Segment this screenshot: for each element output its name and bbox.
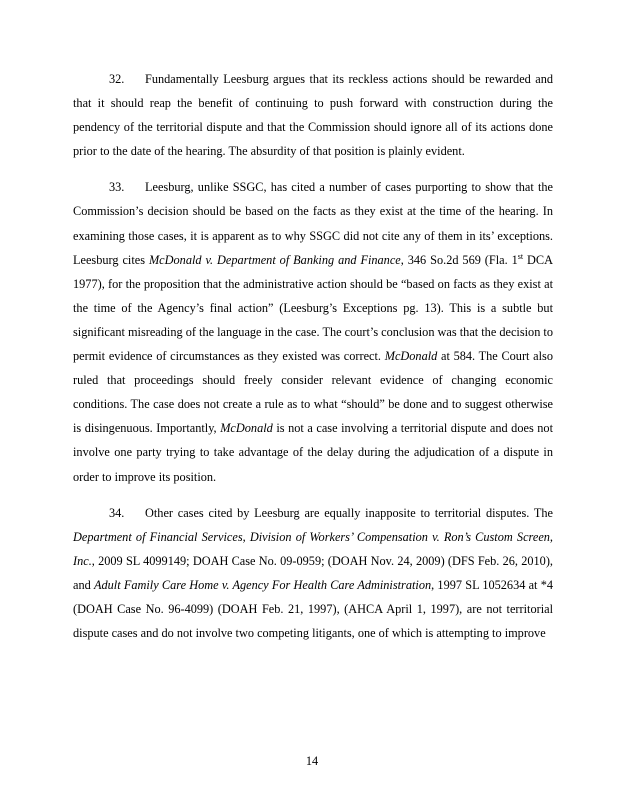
text-run: Leesburg, unlike SSGC, has cited a number of cases purporting to show that the Commission’s decision should be based on the facts as they exist at the time of the hearing. In examining those cases, it is apparent as to why SSGC did not cite any of them in its’ exceptions. Leesburg cites bbox=[73, 180, 553, 267]
text-run: DCA 1977), for the proposition that the administrative action should be “based on facts as they exist at the time of the Agency’s final action” (Leesburg’s Exceptions pg. 13). This is a subtle but significant misreading of the language in the case. The court’s conclusion was that the decision to permit evidence of circumstances as they existed was correct. bbox=[73, 252, 553, 364]
text-run: Other cases cited by Leesburg are equally inapposite to territorial disputes. The bbox=[145, 505, 553, 520]
case-citation: McDonald bbox=[384, 349, 438, 364]
text-run: , 2009 SL 4099149; DOAH Case No. 09-0959; (DOAH Nov. 24, 2009) (DFS Feb. 26, 2010), and bbox=[73, 553, 553, 592]
case-citation: McDonald v. Department of Banking and Finance bbox=[148, 252, 401, 267]
text-run: , 1997 SL 1052634 at *4 (DOAH Case No. 96-4099) (DOAH Feb. 21, 1997), (AHCA April 1, 1997), are not territorial dispute cases and do not involve two competing litigants, one of which is attempting to improve bbox=[73, 577, 553, 641]
document-body bbox=[73, 67, 553, 657]
paragraph-34 bbox=[73, 501, 553, 646]
page-number: 14 bbox=[305, 754, 319, 768]
case-citation: Adult Family Care Home v. Agency For Health Care Administration bbox=[93, 577, 432, 592]
paragraph-32 bbox=[73, 67, 553, 163]
case-citation: McDonald bbox=[220, 421, 273, 436]
ordinal-superscript: st bbox=[517, 251, 524, 261]
text-run: at 584. The Court also ruled that proceedings should freely consider relevant evidence of changing economic conditions. The case does not create a rule as to what “should” be done and to suggest otherwise is disingenuous. Importantly, bbox=[73, 349, 553, 436]
paragraph-number: 32. bbox=[109, 72, 125, 86]
text-run: , 346 So.2d 569 (Fla. 1 bbox=[400, 252, 518, 267]
paragraph-number: 34. bbox=[109, 505, 125, 520]
text-run: is not a case involving a territorial dispute and does not involve one party trying to take advantage of the delay during the adjudication of a dispute in order to improve its position. bbox=[73, 421, 553, 484]
paragraph-number: 33. bbox=[109, 180, 125, 195]
case-citation: Department of Financial Services, Division of Workers’ Compensation v. Ron’s Custom Screen, Inc. bbox=[73, 529, 553, 568]
text-run: Fundamentally Leesburg argues that its reckless actions should be rewarded and that it should reap the benefit of continuing to push forward with construction during the pendency of the territorial dispute and that the Commission should ignore all of its actions done prior to the date of the hearing. The absurdity of that position is plainly evident. bbox=[73, 72, 553, 159]
paragraph-33 bbox=[73, 175, 553, 488]
